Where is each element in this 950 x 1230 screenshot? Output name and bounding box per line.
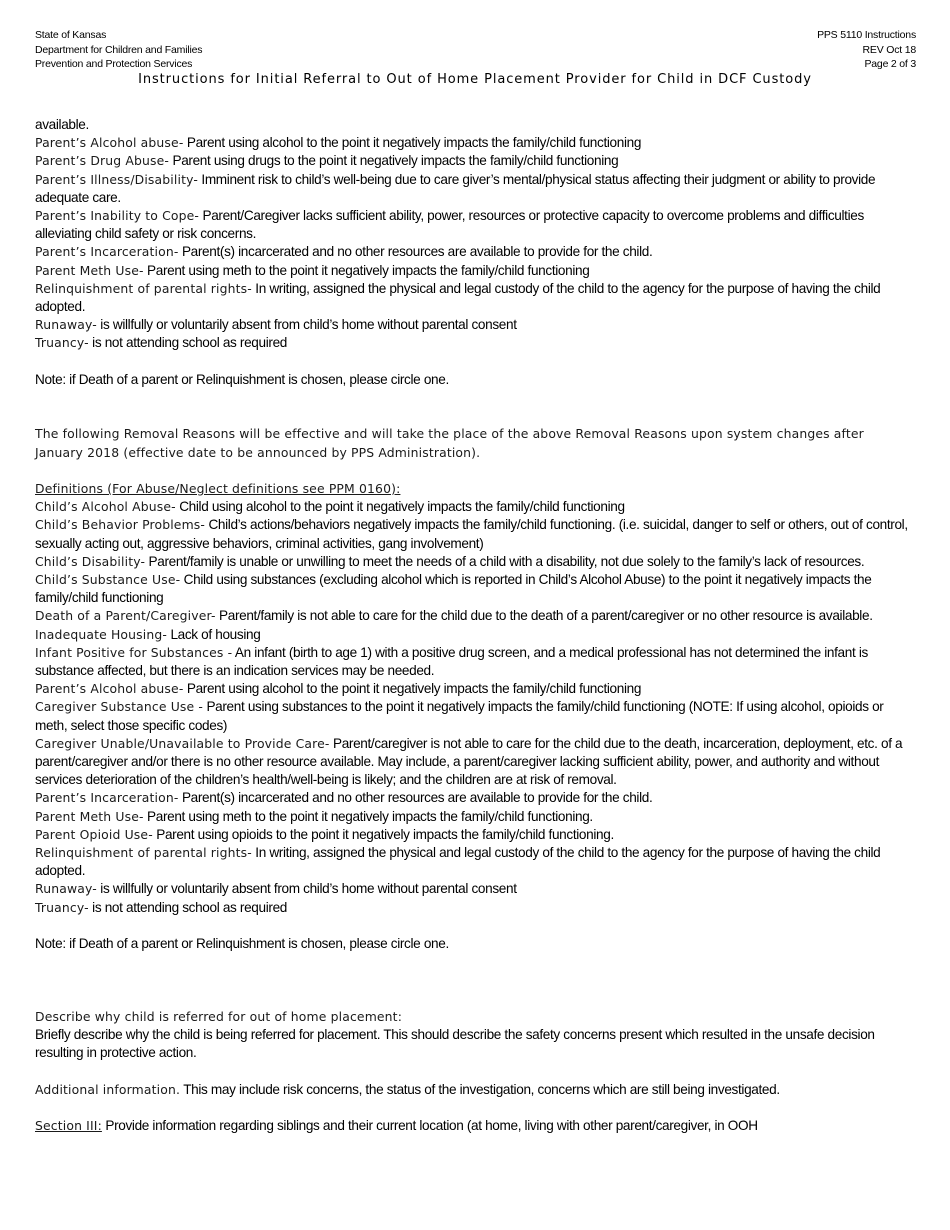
definition-text: is not attending school as required [88, 335, 287, 351]
header-form-id: PPS 5110 Instructions [817, 29, 916, 41]
definition-item [35, 571, 915, 607]
definition-item [35, 498, 915, 516]
definition-text: In writing, assigned the physical and legal custody of the child to the agency for the purpose of having the child adopted. [35, 845, 881, 879]
definition-text: Parent/caregiver is not able to care for the child due to the death, incarceration, deployment, etc. of a parent/caregiver and/or there is no other resource available. May include, a parent/caregiver lacking sufficient ability, power, and authority and without services deterioration of the children’s health/well-being is likely; and the children are at risk of removal. [35, 735, 903, 788]
definition-item [35, 553, 915, 571]
definition-item [35, 899, 915, 917]
definition-text: Child’s actions/behaviors negatively impacts the family/child functioning. (i.e. suicidal, danger to self or others, out of control, sexually acting out, aggressive behaviors, criminal activities, gang involvement) [35, 517, 908, 551]
definition-term: Caregiver Substance Use - [35, 699, 204, 715]
document-title: Instructions for Initial Referral to Out of Home Placement Provider for Child in DCF Custody [138, 72, 812, 87]
definition-term: Truancy- [35, 335, 89, 351]
definition-item [35, 316, 915, 334]
definition-text: Parent using drugs to the point it negatively impacts the family/child functioning [169, 153, 619, 169]
definition-term: Child’s Disability- [35, 553, 146, 569]
definition-text: Parent using meth to the point it negatively impacts the family/child functioning [143, 262, 590, 278]
definition-text: Parent/family is unable or unwilling to meet the needs of a child with a disability, not due solely to the family’s lack of resources. [145, 553, 865, 569]
definition-term: Parent’s Illness/Disability- [35, 171, 198, 187]
definition-text: Parent using meth to the point it negatively impacts the family/child functioning. [143, 808, 593, 824]
definition-term: Parent’s Alcohol abuse- [35, 135, 184, 151]
definitions-heading: Definitions (For Abuse/Neglect definitions see PPM 0160): [35, 481, 401, 497]
definition-item [35, 698, 915, 734]
spacer [35, 1099, 915, 1117]
definition-term: Inadequate Housing- [35, 626, 168, 642]
definition-term: Child’s Substance Use- [35, 572, 181, 588]
definition-item [35, 152, 915, 170]
additional-info-label: Additional information. [35, 1081, 181, 1097]
definition-item [35, 644, 915, 680]
definition-term: Parent’s Incarceration- [35, 790, 179, 806]
header-page-number: Page 2 of 3 [864, 58, 916, 71]
spacer [35, 462, 915, 480]
definition-term: Relinquishment of parental rights- [35, 845, 252, 861]
header-state: State of Kansas [35, 29, 107, 41]
header-agency-block [35, 28, 202, 72]
header-division: Prevention and Protection Services [35, 58, 193, 71]
spacer [35, 1062, 915, 1080]
definition-item [35, 171, 915, 207]
header-form-block [817, 28, 916, 72]
definition-item [35, 134, 915, 152]
definition-term: Caregiver Unable/Unavailable to Provide Care- [35, 735, 330, 751]
definition-term: Death of a Parent/Caregiver- [35, 608, 216, 624]
definition-text: Child using alcohol to the point it negatively impacts the family/child functioning [175, 499, 625, 515]
spacer [35, 353, 915, 371]
definition-term: Child’s Alcohol Abuse- [35, 499, 176, 515]
document-body [35, 116, 915, 1135]
definition-text: Parent(s) incarcerated and no other resources are available to provide for the child. [178, 244, 653, 260]
definition-item [35, 880, 915, 898]
definition-text: Parent using substances to the point it negatively impacts the family/child functioning (NOTE: If using alcohol, opioids or meth, select those specific codes) [35, 699, 884, 733]
definition-term: Parent’s Alcohol abuse- [35, 681, 184, 697]
definition-term: Parent Opioid Use- [35, 826, 153, 842]
definition-text: Parent/Caregiver lacks sufficient ability, power, resources or protective capacity to overcome problems and difficulties alleviating child safety or risk concerns. [35, 208, 864, 242]
definition-item [35, 607, 915, 625]
section-three [35, 1117, 915, 1135]
removal-notice: The following Removal Reasons will be effective and will take the place of the above Removal Reasons upon system changes after January 2018 (effective date to be announced by PPS Administration). [35, 426, 864, 460]
definition-item [35, 262, 915, 280]
definition-item [35, 808, 915, 826]
definition-term: Child’s Behavior Problems- [35, 517, 206, 533]
definition-term: Infant Positive for Substances - [35, 644, 233, 660]
definition-text: Child using substances (excluding alcohol which is reported in Child’s Alcohol Abuse) to the point it negatively impacts the family/child functioning [35, 572, 872, 606]
definition-text: Parent(s) incarcerated and no other resources are available to provide for the child. [178, 790, 653, 806]
definition-item [35, 735, 915, 790]
definition-term: Relinquishment of parental rights- [35, 280, 252, 296]
definition-item [35, 626, 915, 644]
spacer [35, 389, 915, 425]
definition-text: Parent using opioids to the point it negatively impacts the family/child functioning. [152, 826, 614, 842]
definition-text: An infant (birth to age 1) with a positive drug screen, and a medical professional has not determined the infant is substance affected, but there is an indication services may be needed. [35, 644, 868, 679]
definition-text: Imminent risk to child’s well-being due to care giver’s mental/physical status affecting their judgment or ability to provide adequate care. [35, 171, 876, 205]
definition-item [35, 516, 915, 552]
additional-info-text: This may include risk concerns, the status of the investigation, concerns which are still being investigated. [180, 1081, 780, 1097]
definition-item [35, 243, 915, 261]
definition-term: Runaway- [35, 317, 97, 333]
definition-term: Parent’s Drug Abuse- [35, 153, 170, 169]
describe-text: Briefly describe why the child is being referred for placement. This should describe the safety concerns present which resulted in the unsafe decision resulting in protective action. [35, 1027, 875, 1061]
continued-text: available. [35, 117, 89, 132]
definition-item [35, 280, 915, 316]
definition-item [35, 680, 915, 698]
definition-item [35, 334, 915, 352]
definition-term: Parent Meth Use- [35, 808, 144, 824]
note: Note: if Death of a parent or Relinquishment is chosen, please circle one. [35, 936, 449, 952]
definition-text: is not attending school as required [88, 899, 287, 915]
definition-text: is willfully or voluntarily absent from child’s home without parental consent [96, 881, 517, 897]
definition-item [35, 826, 915, 844]
section-three-label: Section III: [35, 1118, 102, 1134]
definition-term: Runaway- [35, 881, 97, 897]
definition-term: Parent Meth Use- [35, 262, 144, 278]
definition-item [35, 844, 915, 880]
spacer [35, 917, 915, 935]
definition-text: Parent using alcohol to the point it negatively impacts the family/child functioning [183, 681, 642, 697]
definition-term: Parent’s Incarceration- [35, 244, 179, 260]
definition-item [35, 207, 915, 243]
definition-term: Truancy- [35, 899, 89, 915]
describe-heading: Describe why child is referred for out of home placement: [35, 1008, 403, 1024]
definition-text: In writing, assigned the physical and legal custody of the child to the agency for the purpose of having the child adopted. [35, 280, 881, 315]
header-department: Department for Children and Families [35, 43, 203, 56]
note: Note: if Death of a parent or Relinquishment is chosen, please circle one. [35, 371, 449, 387]
header-revision: REV Oct 18 [862, 43, 916, 56]
definition-text: Parent using alcohol to the point it negatively impacts the family/child functioning [183, 135, 642, 151]
spacer [35, 953, 915, 1008]
section-three-text: Provide information regarding siblings and their current location (at home, living with other parent/caregiver, in OOH [101, 1118, 758, 1134]
definition-text: Parent/family is not able to care for the child due to the death of a parent/caregiver or no other resource is available. [215, 608, 873, 624]
definition-item [35, 789, 915, 807]
definition-text: Lack of housing [167, 626, 261, 642]
definition-text: is willfully or voluntarily absent from child’s home without parental consent [96, 317, 517, 333]
definition-term: Parent’s Inability to Cope- [35, 208, 200, 224]
additional-info [35, 1081, 915, 1099]
